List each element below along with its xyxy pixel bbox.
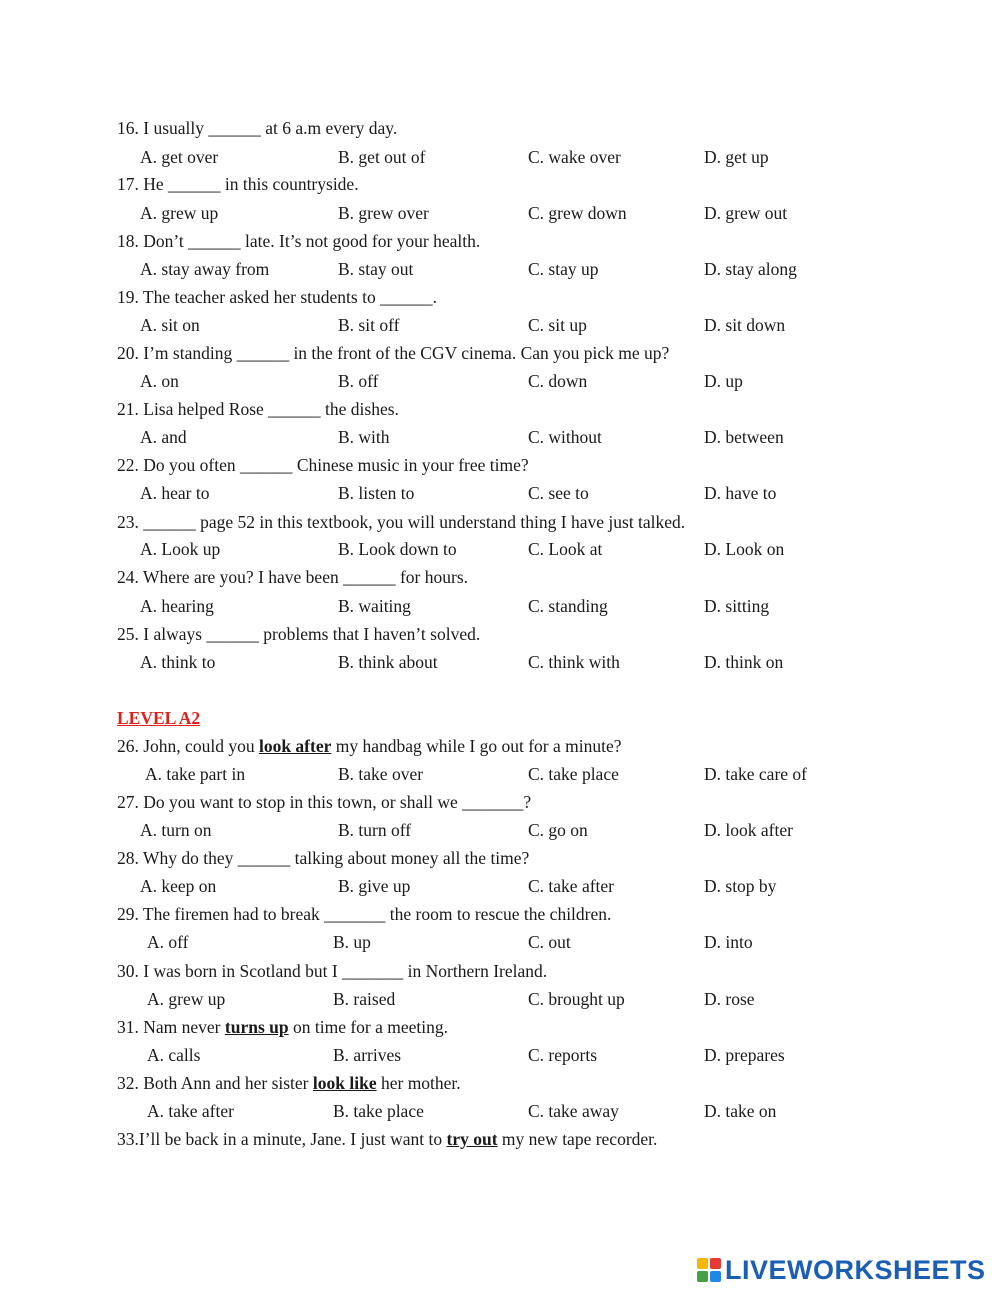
option-b: B. stay out: [338, 259, 414, 279]
option-c: C. go on: [528, 820, 588, 840]
option-a: A. grew up: [147, 989, 226, 1009]
question-stem: 23. ______ page 52 in this textbook, you will understand thing I have just talked.: [117, 512, 686, 532]
question-stem: [117, 735, 622, 757]
level-heading: LEVEL A2: [117, 708, 201, 728]
option-d: D. sitting: [704, 596, 770, 616]
logo-text: LIVEWORKSHEETS: [725, 1254, 986, 1285]
option-a: A. stay away from: [140, 259, 270, 279]
option-d: D. have to: [704, 483, 777, 503]
option-d: D. look after: [704, 820, 793, 840]
key-phrase: turns up: [224, 1017, 289, 1037]
option-a: A. hear to: [140, 483, 210, 503]
option-c: C. stay up: [528, 259, 599, 279]
option-d: D. Look on: [704, 539, 785, 559]
option-d: D. take care of: [704, 764, 807, 784]
logo-tile: [697, 1271, 708, 1282]
option-b: B. Look down to: [338, 539, 457, 559]
option-a: A. sit on: [140, 315, 200, 335]
option-b: B. grew over: [338, 203, 429, 223]
question-stem: 28. Why do they ______ talking about money all the time?: [117, 848, 530, 868]
option-a: A. calls: [147, 1045, 201, 1065]
stem-text: 33.I’ll be back in a minute, Jane. I just want to: [117, 1129, 447, 1149]
option-d: D. rose: [704, 989, 755, 1009]
option-b: B. turn off: [338, 820, 412, 840]
option-c: C. reports: [528, 1045, 598, 1065]
stem-text: on time for a meeting.: [288, 1017, 449, 1037]
option-c: C. out: [528, 932, 571, 952]
option-d: D. take on: [704, 1101, 777, 1121]
option-c: C. grew down: [528, 203, 627, 223]
option-c: C. wake over: [528, 147, 621, 167]
question-stem: 30. I was born in Scotland but I _______ in Northern Ireland.: [117, 961, 548, 981]
question-stem: [117, 1016, 448, 1038]
option-a: A. off: [147, 932, 189, 952]
stem-text: my new tape recorder.: [497, 1129, 658, 1149]
option-c: C. take after: [528, 876, 614, 896]
key-phrase: try out: [446, 1129, 498, 1149]
option-b: B. give up: [338, 876, 411, 896]
question-stem: 16. I usually ______ at 6 a.m every day.: [117, 118, 398, 138]
option-c: C. Look at: [528, 539, 603, 559]
key-phrase: look after: [258, 736, 332, 756]
question-stem: 25. I always ______ problems that I haven’t solved.: [117, 624, 481, 644]
question-stem: 27. Do you want to stop in this town, or shall we _______?: [117, 792, 532, 812]
option-b: B. sit off: [338, 315, 400, 335]
option-d: D. sit down: [704, 315, 786, 335]
option-a: A. keep on: [140, 876, 217, 896]
option-a: A. grew up: [140, 203, 219, 223]
stem-text: 31. Nam never: [117, 1017, 225, 1037]
logo-tile: [697, 1258, 708, 1269]
option-b: B. up: [333, 932, 371, 952]
option-b: B. with: [338, 427, 390, 447]
option-d: D. between: [704, 427, 784, 447]
option-c: C. sit up: [528, 315, 587, 335]
option-a: A. Look up: [140, 539, 221, 559]
option-b: B. listen to: [338, 483, 415, 503]
stem-text: 32. Both Ann and her sister: [117, 1073, 313, 1093]
option-d: D. think on: [704, 652, 784, 672]
question-stem: 18. Don’t ______ late. It’s not good for your health.: [117, 231, 481, 251]
question-stem: [117, 1128, 657, 1150]
option-b: B. take over: [338, 764, 424, 784]
option-c: C. brought up: [528, 989, 625, 1009]
option-d: D. stay along: [704, 259, 797, 279]
option-d: D. prepares: [704, 1045, 785, 1065]
liveworksheets-logo-icon: [697, 1258, 721, 1282]
option-c: C. down: [528, 371, 588, 391]
option-d: D. grew out: [704, 203, 788, 223]
option-b: B. take place: [333, 1101, 424, 1121]
option-c: C. think with: [528, 652, 620, 672]
question-stem: 21. Lisa helped Rose ______ the dishes.: [117, 399, 399, 419]
option-d: D. up: [704, 371, 743, 391]
option-a: A. and: [140, 427, 187, 447]
option-a: A. take part in: [145, 764, 246, 784]
key-phrase: look like: [312, 1073, 377, 1093]
option-c: C. standing: [528, 596, 608, 616]
stem-text: 26. John, could you: [117, 736, 259, 756]
option-d: D. stop by: [704, 876, 777, 896]
option-b: B. waiting: [338, 596, 411, 616]
option-a: A. on: [140, 371, 179, 391]
stem-text: my handbag while I go out for a minute?: [331, 736, 622, 756]
option-b: B. get out of: [338, 147, 426, 167]
option-d: D. into: [704, 932, 753, 952]
question-stem: 24. Where are you? I have been ______ for hours.: [117, 567, 469, 587]
question-stem: 19. The teacher asked her students to ______.: [117, 287, 437, 307]
option-b: B. raised: [333, 989, 396, 1009]
option-c: C. without: [528, 427, 602, 447]
option-a: A. take after: [147, 1101, 234, 1121]
question-stem: [117, 1072, 461, 1094]
option-d: D. get up: [704, 147, 769, 167]
option-b: B. off: [338, 371, 379, 391]
liveworksheets-logo[interactable]: [697, 1255, 986, 1285]
logo-tile: [710, 1258, 721, 1269]
option-c: C. see to: [528, 483, 589, 503]
option-a: A. turn on: [140, 820, 212, 840]
option-a: A. get over: [140, 147, 219, 167]
question-stem: 29. The firemen had to break _______ the room to rescue the children.: [117, 904, 612, 924]
option-a: A. think to: [140, 652, 216, 672]
logo-tile: [710, 1271, 721, 1282]
option-c: C. take place: [528, 764, 619, 784]
option-b: B. think about: [338, 652, 438, 672]
option-b: B. arrives: [333, 1045, 402, 1065]
question-stem: 17. He ______ in this countryside.: [117, 174, 359, 194]
question-stem: 22. Do you often ______ Chinese music in your free time?: [117, 455, 529, 475]
option-c: C. take away: [528, 1101, 619, 1121]
option-a: A. hearing: [140, 596, 214, 616]
stem-text: her mother.: [376, 1073, 461, 1093]
question-stem: 20. I’m standing ______ in the front of the CGV cinema. Can you pick me up?: [117, 343, 670, 363]
